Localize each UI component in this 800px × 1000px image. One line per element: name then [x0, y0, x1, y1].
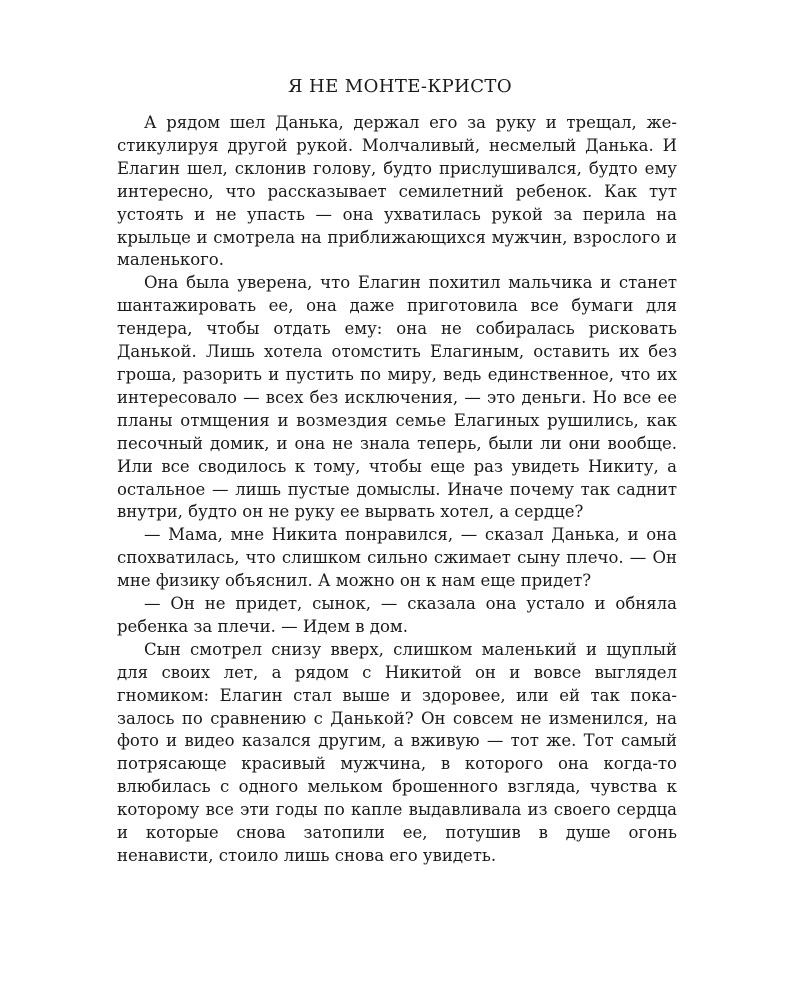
- paragraph: — Он не придет, сынок, — сказала она устало и обняла ребенка за плечи. — Идем в дом.: [117, 594, 677, 636]
- running-head: Я НЕ МОНТЕ-КРИСТО: [287, 76, 512, 97]
- body-text: [117, 112, 677, 868]
- paragraph: Сын смотрел снизу вверх, слишком маленький и щуплый для своих лет, а рядом с Никитой он и вовсе выглядел гномиком: Елагин стал выше и здоровее, или ей так показалось по сравнению с Данькой? Он совсем не изменился, на фото и видео казался другим, а вживую — тот же. Тот самый потрясающе красивый мужчина, в которого она когда-то влюбилась с одного мельком брошенного взгляда, чувства к которому все эти годы по капле выдавливала из своего сердца и которые снова затопили ее, потушив в душе огонь ненависти, стоило лишь снова его увидеть.: [117, 639, 677, 865]
- paragraph: — Мама, мне Никита понравился, — сказал Данька, и она спохватилась, что слишком сильно сжимает сыну плечо. — Он мне физику объяснил. А можно он к нам еще придет?: [117, 525, 677, 591]
- paragraph: А рядом шел Данька, держал его за руку и трещал, жестикулируя другой рукой. Молчаливый, несмелый Данька. И Елагин шел, склонив голову, будто прислушивался, будто ему интересно, что рассказывает семилетний ребенок. Как тут устоять и не упасть — она ухватилась рукой за перила на крыльце и смотрела на приближающихся мужчин, взрослого и маленького.: [117, 113, 677, 270]
- paragraph: Она была уверена, что Елагин похитил мальчика и станет шантажировать ее, она даже приготовила все бумаги для тендера, чтобы отдать ему: она не собиралась рисковать Данькой. Лишь хотела отомстить Елагиным, оставить их без гроша, разорить и пустить по миру, ведь единственное, что их интересовало — всех без исключения, — это деньги. Но все ее планы отмщения и возмездия семье Елагиных рушились, как песочный домик, и она не знала теперь, были ли они вообще. Или все сводилось к тому, чтобы еще раз увидеть Никиту, а остальное — лишь пустые домыслы. Иначе почему так саднит внутри, будто он не руку ее вырвать хотел, а сердце?: [117, 273, 677, 522]
